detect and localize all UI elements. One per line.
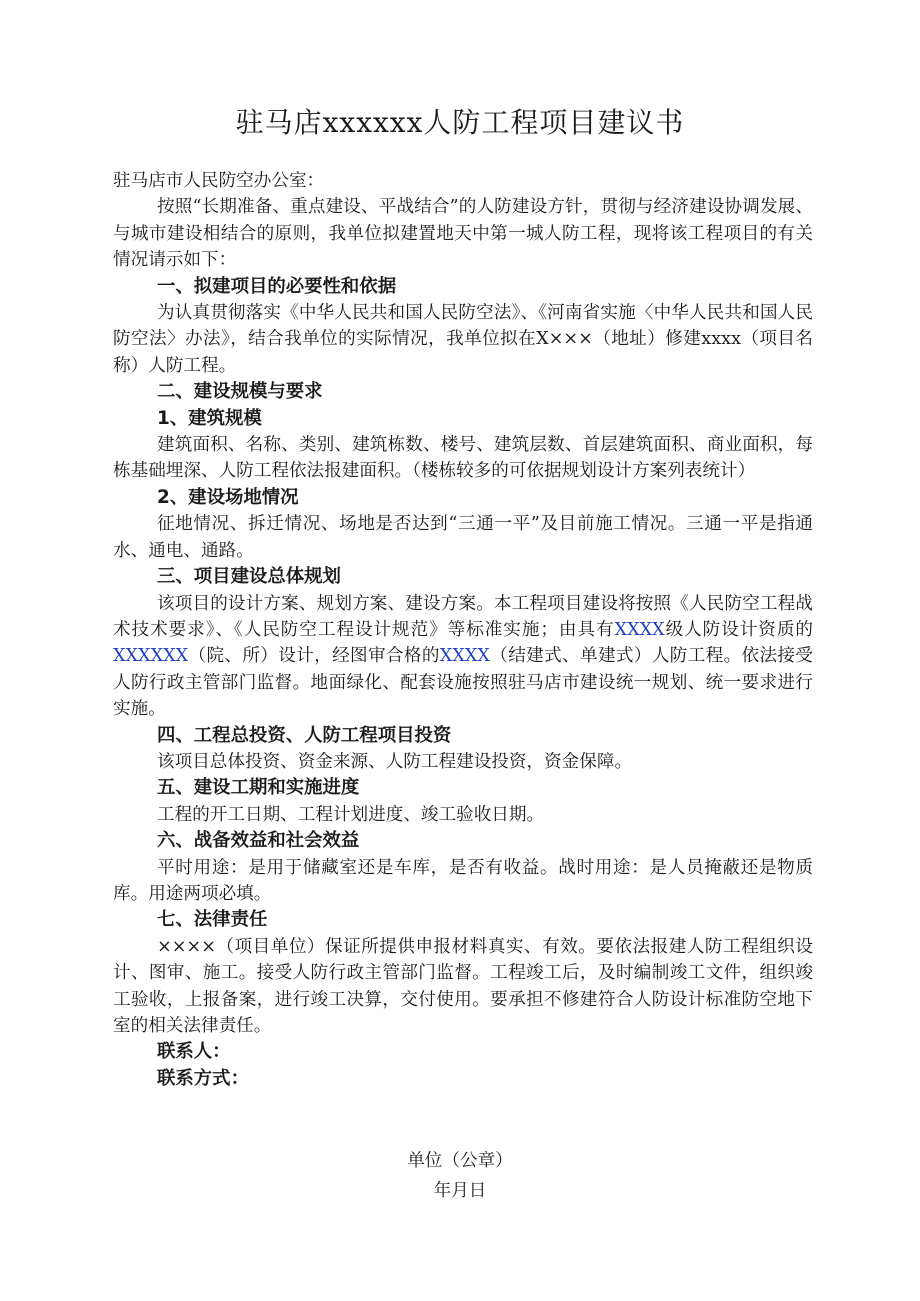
section-3-text-3: （院、所）设计，经图审合格的 [188, 646, 440, 667]
section-2-sub2-heading: 2、建设场地情况 [157, 486, 299, 508]
section-2-heading: 二、建设规模与要求 [157, 381, 323, 403]
contact-method-label: 联系方式： [157, 1067, 249, 1089]
section-4-heading: 四、工程总投资、人防工程项目投资 [157, 724, 452, 746]
section-6-heading: 六、战备效益和社会效益 [157, 830, 360, 852]
section-1-heading: 一、拟建项目的必要性和依据 [157, 275, 397, 297]
section-2-sub2-body: 征地情况、拆迁情况、场地是否达到“三通一平”及目前施工情况。三通一平是指通水、通电、通路。 [113, 514, 813, 561]
design-institute-placeholder: XXXXXX [113, 646, 189, 667]
signature-unit: 单位（公章） [407, 1151, 513, 1171]
section-2-sub1-body: 建筑面积、名称、类别、建筑栋数、楼号、建筑层数、首层建筑面积、商业面积，每栋基础埋深、人防工程依法报建面积。（楼栋较多的可依据规划设计方案列表统计） [113, 435, 813, 482]
section-3-heading: 三、项目建设总体规划 [157, 566, 341, 588]
section-6-body: 平时用途：是用于储藏室还是车库，是否有收益。战时用途：是人员掩蔽还是物质库。用途两项必填。 [113, 857, 813, 904]
document-title: 驻马店xxxxxx人防工程项目建议书 [235, 106, 685, 139]
section-7-heading: 七、法律责任 [157, 909, 268, 931]
document-body [113, 168, 813, 1092]
section-7-body: ××××（项目单位）保证所提供申报材料真实、有效。要依法报建人防工程组织设计、图审、施工。接受人防行政主管部门监督。工程竣工后，及时编制竣工文件，组织竣工验收，上报备案，进行竣工决算，交付使用。要承担不修建符合人防设计标准防空地下室的相关法律责任。 [113, 936, 813, 1036]
signature-date: 年月日 [433, 1181, 487, 1201]
design-grade-placeholder: XXXX [614, 619, 665, 640]
salutation: 驻马店市人民防空办公室： [113, 171, 325, 191]
project-placeholder: XXXX [439, 646, 490, 667]
section-1-body: 为认真贯彻落实《中华人民共和国人民防空法》、《河南省实施〈中华人民共和国人民防空法〉办法》，结合我单位的实际情况，我单位拟在X×××（地址）修建xxxx（项目名称）人防工程。 [113, 303, 813, 376]
section-3-text-4: （结建式、单建式）人防工程。依法接受人防行政主管部门监督。地面绿化、配套设施按照驻马店市建设统一规划、统一要求进行实施。 [113, 646, 813, 720]
section-5-body: 工程的开工日期、工程计划进度、竣工验收日期。 [157, 804, 545, 825]
signature-block [0, 1148, 920, 1204]
section-5-heading: 五、建设工期和实施进度 [157, 777, 360, 799]
section-3-body [113, 591, 813, 723]
contact-person-label: 联系人： [157, 1041, 231, 1063]
section-3-text-1: 该项目的设计方案、规划方案、建设方案。本工程项目建设将按照《人民防空工程战术技术要求》、《人民防空工程设计规范》等标准实施；由具有 [113, 593, 813, 640]
section-2-sub1-heading: 1、建筑规模 [157, 407, 262, 429]
intro-paragraph: 按照“长期准备、重点建设、平战结合”的人防建设方针，贯彻与经济建设协调发展、与城市建设相结合的原则，我单位拟建置地天中第一城人防工程，现将该工程项目的有关情况请示如下： [113, 197, 813, 271]
section-3-text-2: 级人防设计资质的 [664, 619, 813, 640]
section-4-body: 该项目总体投资、资金来源、人防工程建设投资，资金保障。 [157, 751, 633, 772]
